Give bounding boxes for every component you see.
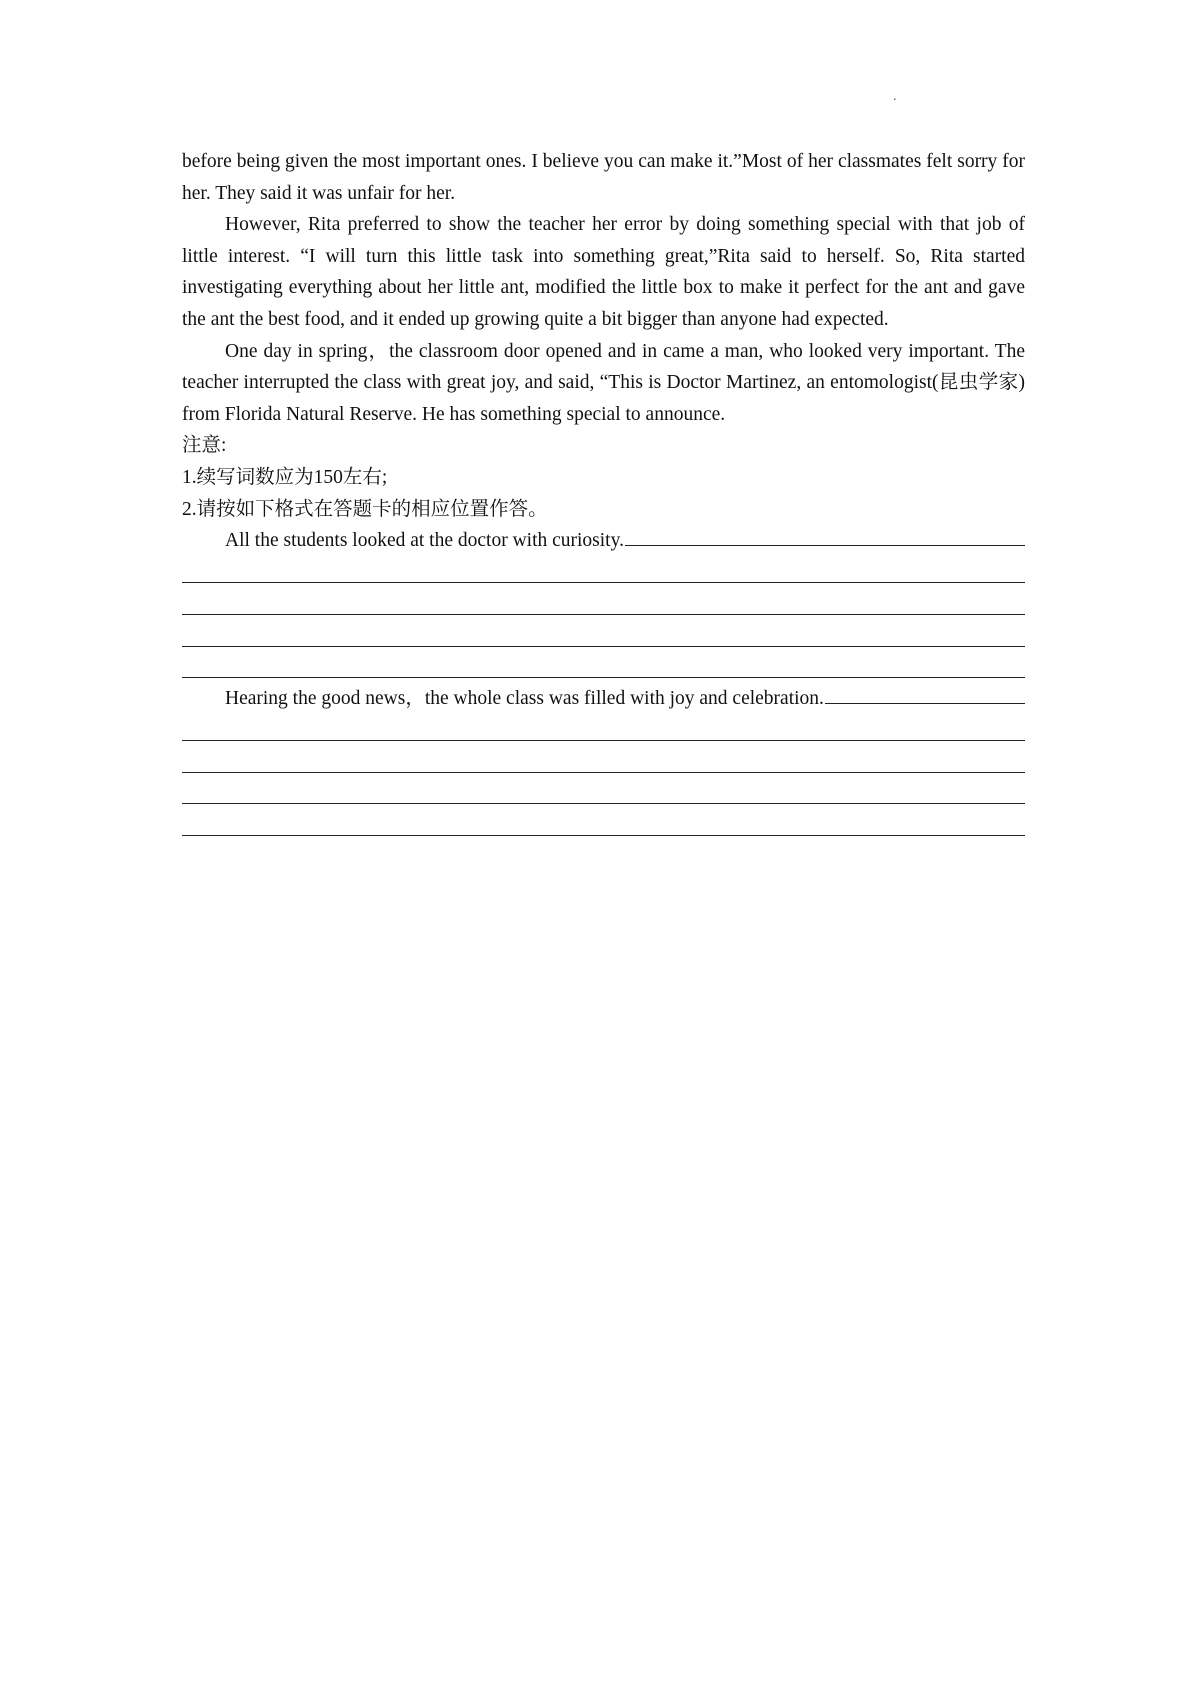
answer-line[interactable]	[182, 620, 1025, 652]
notes-heading: 注意:	[182, 435, 227, 457]
answer-line[interactable]	[182, 715, 1025, 747]
answer-line[interactable]	[182, 652, 1025, 684]
answer-line[interactable]	[182, 588, 1025, 620]
answer-blank-inline-2[interactable]	[825, 683, 1025, 704]
continuation-prompt-2	[182, 683, 1025, 715]
answer-line[interactable]	[182, 557, 1025, 589]
prompt-2-text: Hearing the good news，the whole class was filled with joy and celebration.	[225, 688, 824, 710]
page-mark: .	[893, 89, 897, 104]
answer-blank-inline-1[interactable]	[625, 525, 1025, 546]
passage-paragraph-3: One day in spring，the classroom door opened and in came a man, who looked very important. The teacher interrupted the class with great joy, and said, “This is Doctor Martinez, an entomologist(昆虫学家) from Florida Natural Reserve. He has something special to announce.	[182, 340, 1025, 425]
note-item-1: 1.续写词数应为150左右;	[182, 466, 388, 488]
answer-line[interactable]	[182, 809, 1025, 841]
passage-paragraph-1: before being given the most important ones. I believe you can make it.”Most of her classmates felt sorry for her. They said it was unfair for her.	[182, 151, 1025, 204]
passage-paragraph-2: However, Rita preferred to show the teacher her error by doing something special with that job of little interest. “I will turn this little task into something great,”Rita said to herself. So, Rita started investigating everything about her little ant, modified the little box to make it perfect for the ant and gave the ant the best food, and it ended up growing quite a bit bigger than anyone had expected.	[182, 214, 1025, 330]
continuation-prompt-1	[182, 525, 1025, 557]
document-body	[182, 146, 1025, 841]
note-item-2: 2.请按如下格式在答题卡的相应位置作答。	[182, 498, 548, 520]
prompt-1-text: All the students looked at the doctor with curiosity.	[225, 530, 624, 552]
answer-line[interactable]	[182, 746, 1025, 778]
answer-line[interactable]	[182, 778, 1025, 810]
